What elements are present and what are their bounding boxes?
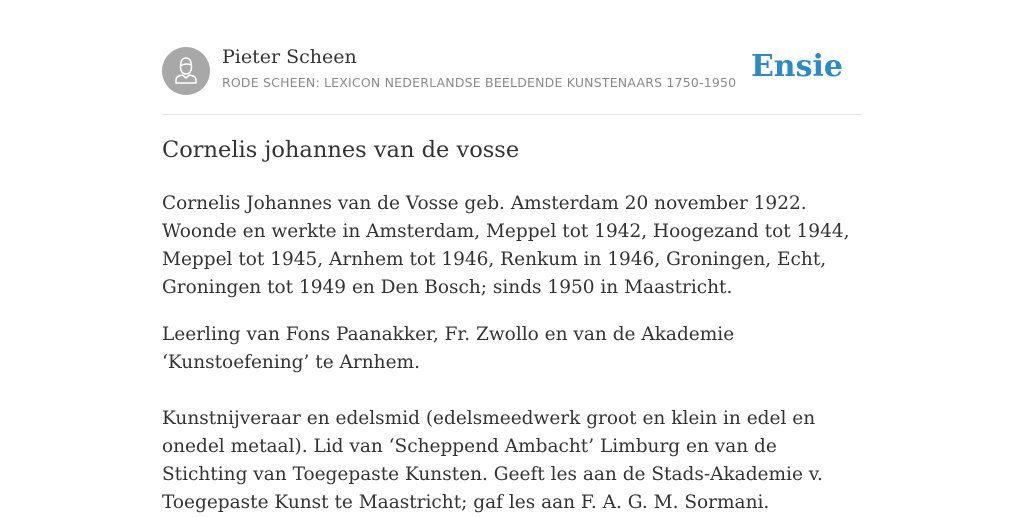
paragraph-biography: Cornelis Johannes van de Vosse geb. Amsterdam 20 november 1922. Woonde en werkte in Amsterdam, Meppel tot 1942, Hoogezand tot 1944, Meppel tot 1945, Arnhem tot 1946, Renkum in 1946, Groningen, Echt, Groningen tot 1949 en Den Bosch; sinds 1950 in Maastricht. [162,193,850,298]
paragraph-education: Leerling van Fons Paanakker, Fr. Zwollo en van de Akademie ‘Kunstoefening’ te Arnhem. [162,324,735,373]
paragraph-work: Kunstnijveraar en edelsmid (edelsmeedwerk groot en klein in edel en onedel metaal). Lid van ‘Scheppend Ambacht’ Limburg en van de Stichting van Toegepaste Kunsten. Geeft les aan de Stads-Akademie v. Toegepaste Kunst te Maastricht; gaf les aan F. A. G. M. Sormani. [162,408,823,513]
user-icon [162,47,210,95]
avatar[interactable] [162,47,210,95]
page-title: Cornelis johannes van de vosse [162,137,520,163]
ensie-logo[interactable]: Ensie [750,49,843,84]
source-title[interactable]: RODE SCHEEN: LEXICON NEDERLANDSE BEELDENDE KUNSTENAARS 1750-1950 [222,75,737,90]
author-header [162,47,862,115]
author-name[interactable]: Pieter Scheen [222,46,357,68]
article-body [162,190,862,517]
